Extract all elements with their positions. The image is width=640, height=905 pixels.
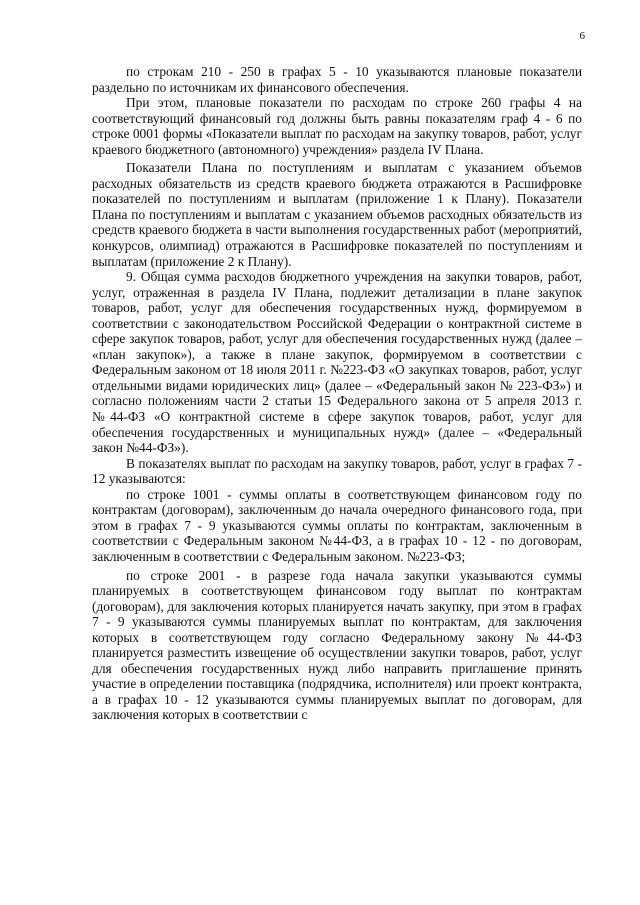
paragraph-line-1001: по строке 1001 - суммы оплаты в соответствующем финансовом году по контрактам (договорам), заключенным до начала очередного финансового года, при этом в графах 7 - 9 указываются суммы оплаты по контрактам, заключенным в соответствии с Федеральным законом №44-ФЗ, а в графах 10 - 12 - по договорам, заключенным в соответствии с Федеральным законом. №223-ФЗ;	[92, 486, 582, 564]
paragraph-columns-7-12: В показателях выплат по расходам на закупку товаров, работ, услуг в графах 7 - 12 указываются:	[92, 455, 582, 487]
paragraph-breakdown-appendices: Показатели Плана по поступлениям и выплатам с указанием объемов расходных обязательств из средств краевого бюджета отражаются в Расшифровке показателей по поступлениям и выплатам (приложение 1 к Плану). Показатели Плана по поступлениям и выплатам с указанием объемов расходных обязательств из средств краевого бюджета в части выполнения государственных работ (мероприятий, конкурсов, олимпиад) отражаются в Расшифровке показателей по поступлениям и выплатам (приложение 2 к Плану).	[92, 160, 582, 269]
paragraph-line-260: При этом, плановые показатели по расходам по строке 260 графы 4 на соответствующий финансовый год должны быть равны показателям граф 4 - 6 по строке 0001 формы «Показатели выплат по расходам на закупку товаров, работ, услуг краевого бюджетного (автономного) учреждения» раздела IV Плана.	[92, 95, 582, 157]
paragraph-item-9: 9. Общая сумма расходов бюджетного учреждения на закупки товаров, работ, услуг, отраженная в раздела IV Плана, подлежит детализации в плане закупок товаров, работ, услуг для обеспечения государственных нужд, формируемом в соответствии с законодательством Российской Федерации о контрактной системе в сфере закупок товаров, работ, услуг для обеспечения государственных нужд (далее – «план закупок»), а также в плане закупок, формируемом в соответствии с Федеральным законом от 18 июля 2011 г. №223-ФЗ «О закупках товаров, работ, услуг отдельными видами юридических лиц» (далее – «Федеральный закон № 223-ФЗ») и согласно положениям части 2 статьи 15 Федерального закона от 5 апреля 2013 г. №44-ФЗ «О контрактной системе в сфере закупок товаров, работ, услуг для обеспечения государственных и муниципальных нужд» (далее – «Федеральный закон №44-ФЗ»).	[92, 269, 582, 456]
page-number: 6	[579, 30, 585, 42]
paragraph-lines-210-250: по строкам 210 - 250 в графах 5 - 10 указываются плановые показатели раздельно по источникам их финансового обеспечения.	[92, 64, 582, 95]
paragraph-line-2001: по строке 2001 - в разрезе года начала закупки указываются суммы планируемых в соответствующем финансовом году выплат по контрактам (договорам), для заключения которых планируется начать закупку, при этом в графах 7 - 9 указываются суммы планируемых выплат по контрактам, для заключения которых в соответствующем году согласно Федеральному закону №44-ФЗ планируется разместить извещение об осуществлении закупки товаров, работ, услуг для обеспечения государственных нужд либо направить приглашение принять участие в определении поставщика (подрядчика, исполнителя) или проект контракта, а в графах 10 - 12 указываются суммы планируемых выплат по договорам, для заключения которых в соответствии с	[92, 567, 582, 723]
document-body	[92, 64, 582, 723]
